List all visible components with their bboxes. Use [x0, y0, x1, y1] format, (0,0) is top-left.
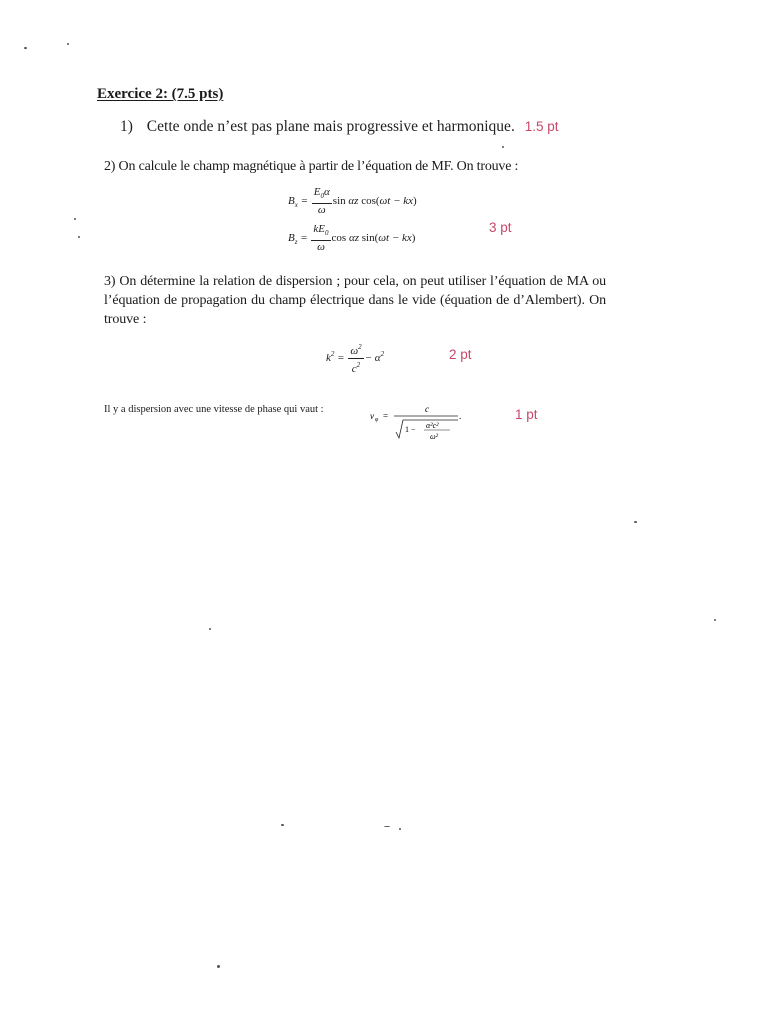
scan-speck: [281, 824, 284, 826]
formula-phase-velocity: [370, 402, 462, 447]
question-4-text: Il y a dispersion avec une vitesse de phase qui vaut :: [104, 404, 324, 415]
scan-speck: [24, 47, 27, 49]
svg-text:=: =: [383, 411, 389, 421]
question-1-number: 1): [120, 118, 133, 135]
question-3-points: 2 pt: [449, 347, 472, 362]
svg-text:.: .: [459, 411, 462, 421]
svg-text:φ: φ: [375, 417, 379, 423]
formula-dispersion: $k^2$ = $\frac{\omega^2}{c^2}$ − $\alpha^2$: [326, 343, 385, 375]
formula-bx: $B_x$ = $\frac{E_0\alpha}{\omega}$ sin αz cos(ωt − kx): [288, 186, 417, 216]
question-2-text: 2) On calcule le champ magnétique à partir de l’équation de MF. On trouve :: [104, 159, 519, 174]
scan-speck: [217, 965, 220, 968]
scan-speck: [502, 146, 504, 148]
svg-text:ω²: ω²: [430, 432, 439, 441]
svg-text:v: v: [370, 411, 374, 421]
question-1-points: 1.5 pt: [524, 119, 559, 134]
question-1: [120, 118, 558, 136]
question-2-points: 3 pt: [489, 220, 512, 235]
phase-velocity-svg: [370, 402, 462, 442]
question-3-text: 3) On détermine la relation de dispersion ; pour cela, on peut utiliser l’équation de MA ou l’équation de propagation du champ électrique dans le vide (équation de d’Alembert). On trouve :: [104, 274, 606, 327]
scan-speck: [634, 521, 637, 523]
scan-speck: [384, 826, 390, 827]
svg-text:c: c: [425, 404, 429, 414]
scan-speck: [209, 628, 211, 630]
scan-speck: [399, 828, 401, 830]
scan-speck: [78, 236, 80, 238]
question-4-points: 1 pt: [515, 407, 538, 422]
formula-bz: $B_z$ = $\frac{kE_0}{\omega}$ cos αz sin(ωt − kx): [288, 223, 416, 253]
question-1-text: Cette onde n’est pas plane mais progressive et harmonique.: [146, 118, 515, 135]
scan-speck: [67, 43, 69, 45]
scan-speck: [74, 218, 76, 220]
svg-text:1 −: 1 −: [405, 425, 416, 434]
exercise-title: Exercice 2: (7.5 pts): [97, 86, 224, 102]
scan-speck: [714, 619, 716, 621]
svg-text:α²c²: α²c²: [426, 421, 439, 430]
